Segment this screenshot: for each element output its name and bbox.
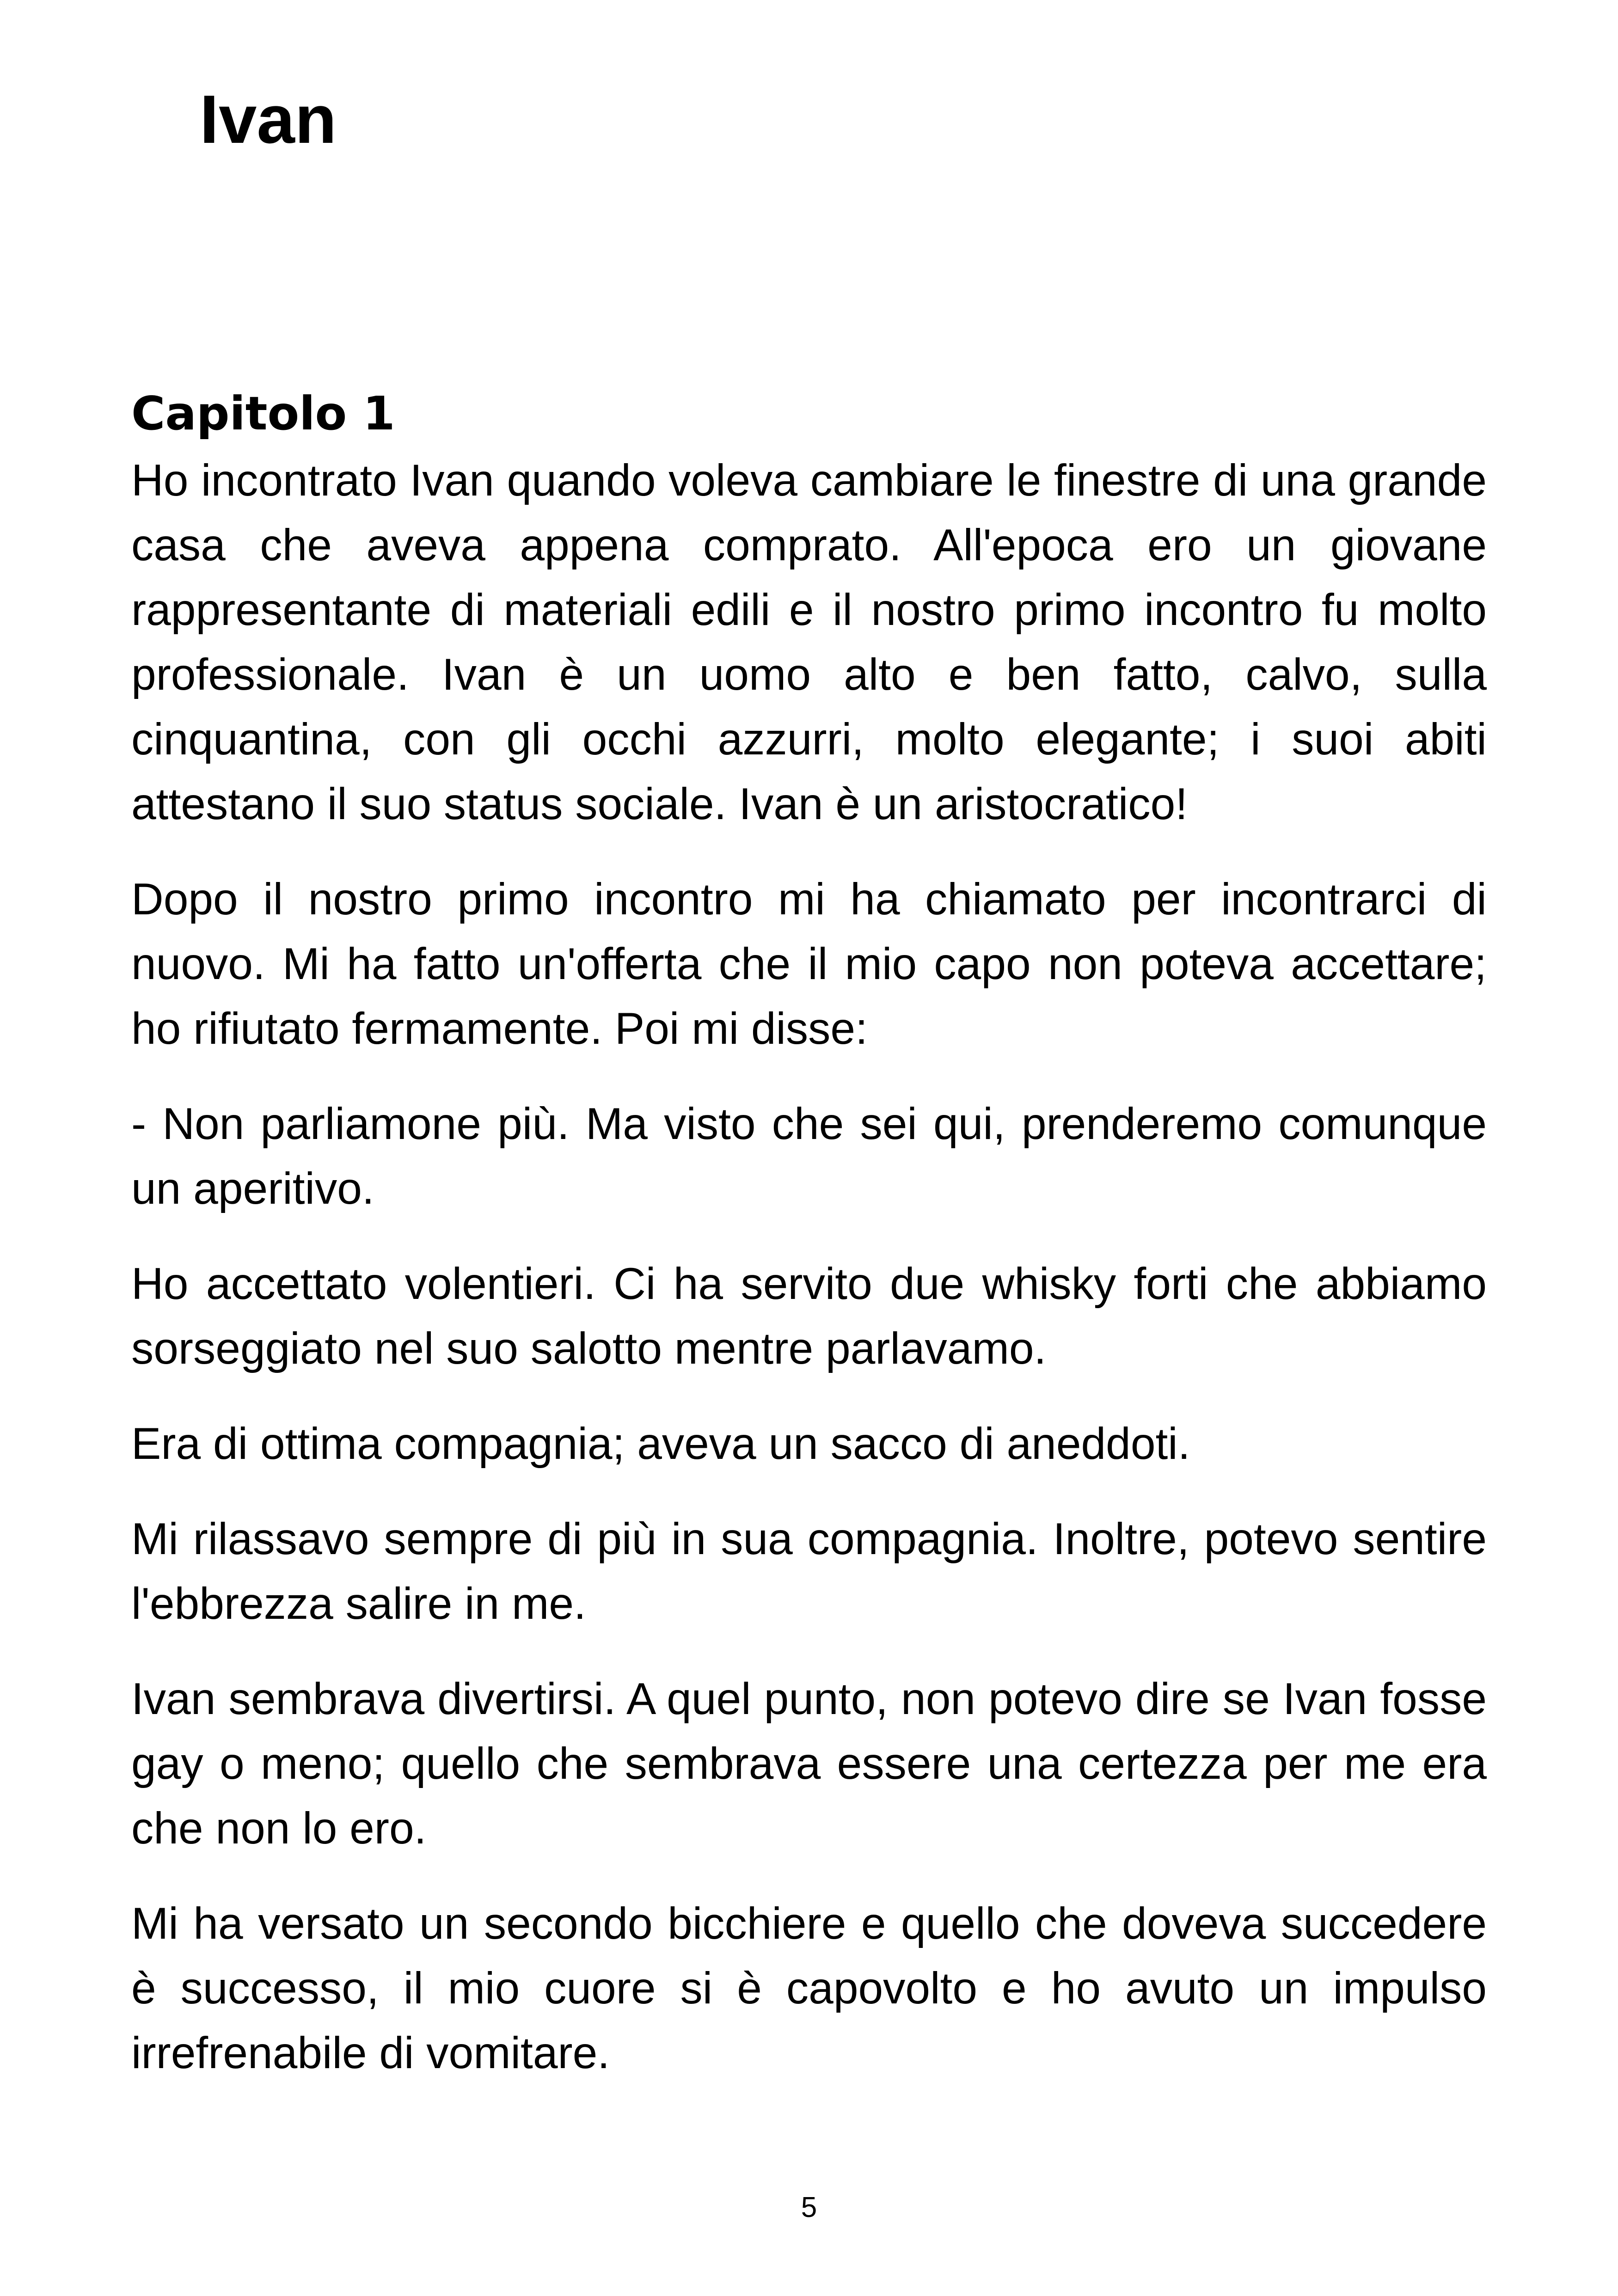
paragraph: Ho accettato volentieri. Ci ha servito due whisky forti che abbiamo sorseggiato nel suo salotto mentre parlavamo. (131, 1259, 1487, 1373)
chapter-content (131, 384, 1487, 2116)
paragraph: Mi ha versato un secondo bicchiere e quello che doveva succedere è successo, il mio cuore si è capovolto e ho avuto un impulso irrefrenabile di vomitare. (131, 1899, 1487, 2078)
paragraph: Dopo il nostro primo incontro mi ha chiamato per incontrarci di nuovo. Mi ha fatto un'offerta che il mio capo non poteva accettare; ho rifiutato fermamente. Poi mi disse: (131, 875, 1487, 1053)
paragraph: Era di ottima compagnia; aveva un sacco di aneddoti. (131, 1419, 1190, 1469)
page-number: 5 (801, 2192, 817, 2223)
paragraph: Ivan sembrava divertirsi. A quel punto, non potevo dire se Ivan fosse gay o meno; quello che sembrava essere una certezza per me era che non lo ero. (131, 1674, 1487, 1853)
paragraph: - Non parliamone più. Ma visto che sei qui, prenderemo comunque un aperitivo. (131, 1099, 1487, 1213)
chapter-heading: Capitolo 1 (131, 386, 395, 441)
book-title: Ivan (200, 81, 337, 158)
paragraph: Ho incontrato Ivan quando voleva cambiare le finestre di una grande casa che aveva appena comprato. All'epoca ero un giovane rappresentante di materiali edili e il nostro primo incontro fu molto professionale. Ivan è un uomo alto e ben fatto, calvo, sulla cinquantina, con gli occhi azzurri, molto elegante; i suoi abiti attestano il suo status sociale. Ivan è un aristocratico! (131, 456, 1487, 829)
paragraph: Mi rilassavo sempre di più in sua compagnia. Inoltre, potevo sentire l'ebbrezza salire in me. (131, 1514, 1487, 1629)
